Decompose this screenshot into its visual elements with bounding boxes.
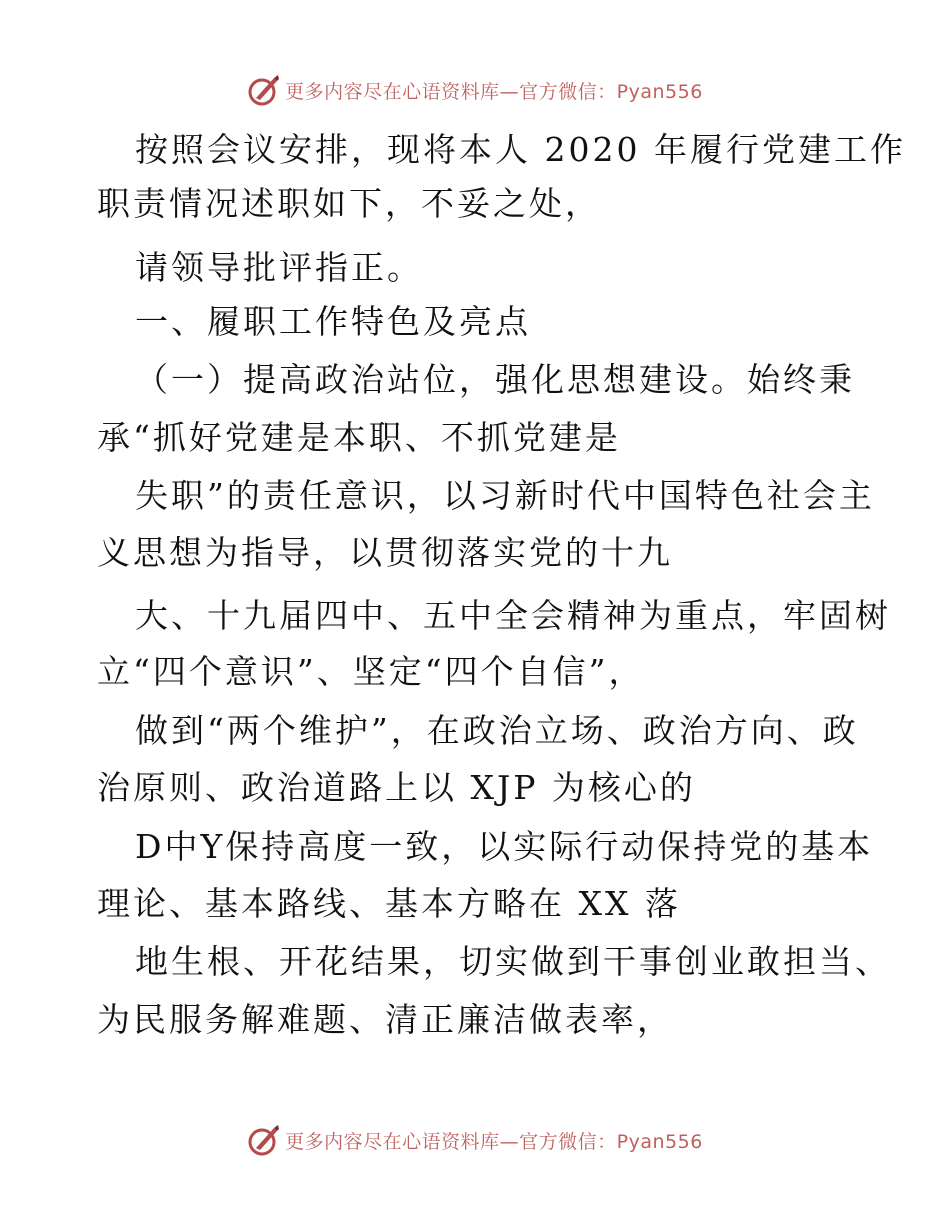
paragraph-line: （一）提高政治站位，强化思想建设。始终秉 xyxy=(135,360,855,399)
paragraph-line: 承“抓好党建是本职、不抓党建是 xyxy=(97,418,621,457)
quill-logo-icon xyxy=(247,73,281,107)
footer-watermark-text: 更多内容尽在心语资料库—官方微信：Pyan556 xyxy=(285,1130,703,1153)
paragraph-line: 大、十九届四中、五中全会精神为重点，牢固树 xyxy=(135,596,891,635)
footer-watermark-banner xyxy=(0,1120,950,1160)
header-watermark-text: 更多内容尽在心语资料库—官方微信：Pyan556 xyxy=(285,80,703,103)
paragraph-line: 为民服务解难题、清正廉洁做表率， xyxy=(97,1000,673,1039)
paragraph-line: 治原则、政治道路上以 XJP 为核心的 xyxy=(97,768,696,807)
header-watermark-banner xyxy=(0,70,950,110)
paragraph-line: 职责情况述职如下，不妥之处， xyxy=(97,184,601,223)
paragraph-line: 理论、基本路线、基本方略在 XX 落 xyxy=(97,884,681,923)
paragraph-line: 立“四个意识”、坚定“四个自信”， xyxy=(97,652,645,691)
paragraph-line: D中Y保持高度一致，以实际行动保持党的基本 xyxy=(135,827,874,866)
section-heading: 一、履职工作特色及亮点 xyxy=(135,302,531,341)
paragraph-line: 失职”的责任意识，以习新时代中国特色社会主 xyxy=(135,476,875,515)
paragraph-line: 按照会议安排，现将本人 2020 年履行党建工作 xyxy=(135,130,906,169)
paragraph-line: 做到“两个维护”，在政治立场、政治方向、政 xyxy=(135,711,859,750)
paragraph-line: 地生根、开花结果，切实做到干事创业敢担当、 xyxy=(135,942,891,981)
quill-logo-icon xyxy=(247,1123,281,1157)
paragraph-line: 请领导批评指正。 xyxy=(135,248,423,287)
paragraph-line: 义思想为指导，以贯彻落实党的十九 xyxy=(97,533,673,572)
